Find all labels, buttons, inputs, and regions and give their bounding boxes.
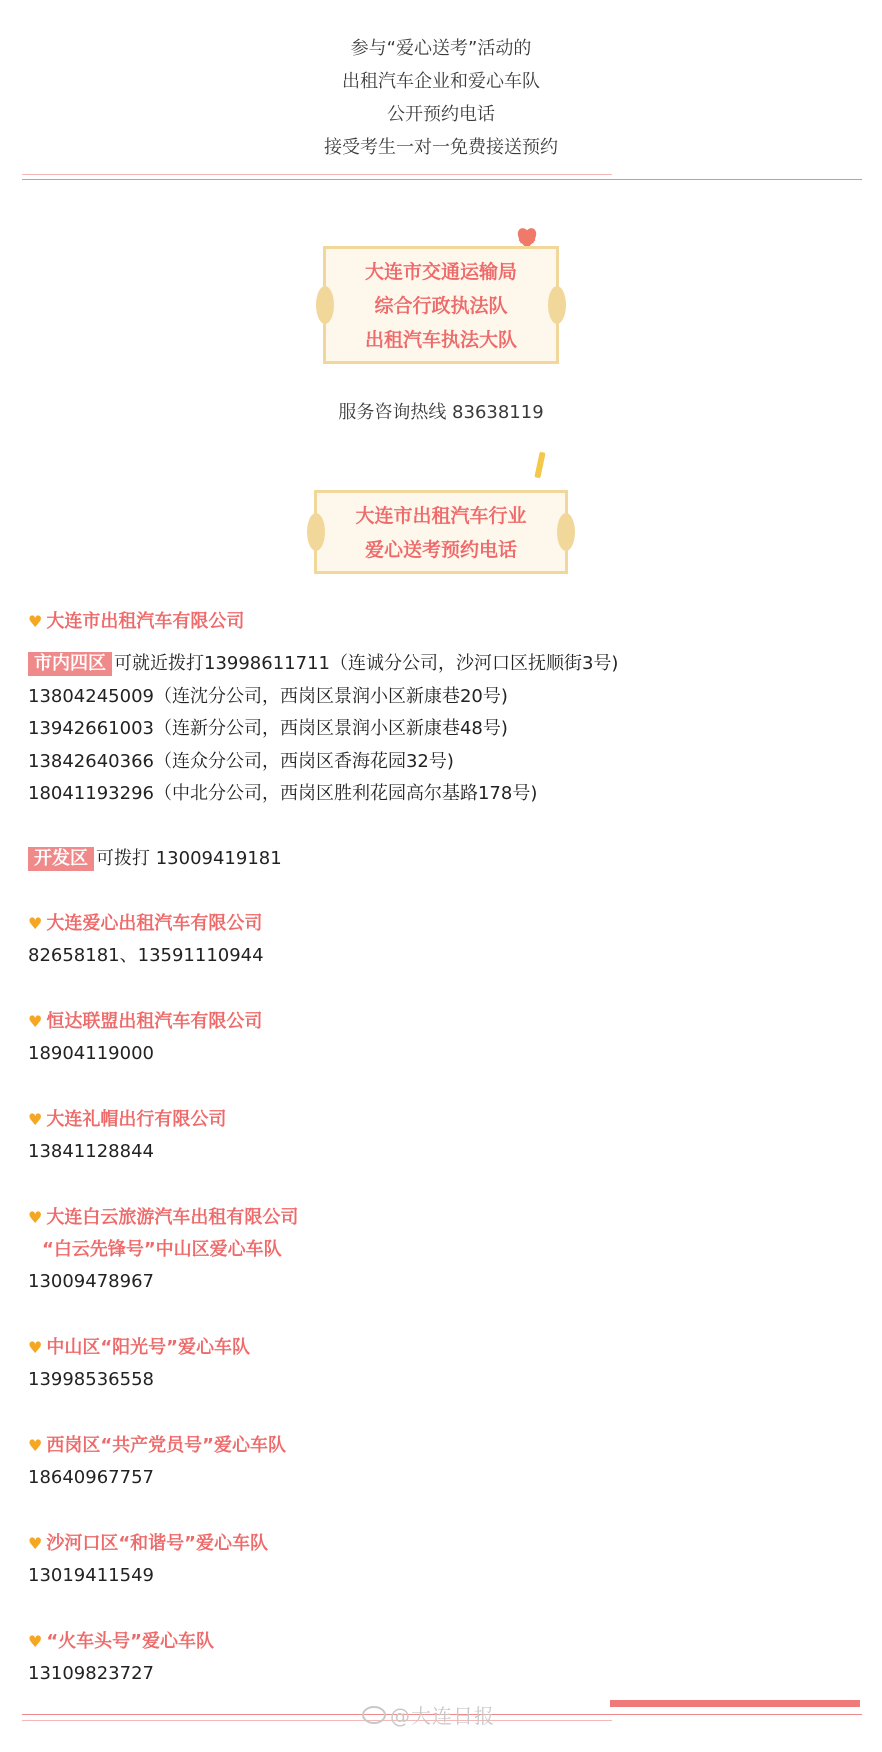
district-tag: 开发区 <box>28 847 94 871</box>
district-tag: 市内四区 <box>28 652 112 676</box>
intro-block <box>0 32 882 164</box>
weibo-icon <box>362 1706 386 1724</box>
heart-balloon-icon <box>518 228 536 248</box>
company-name: 大连市出租汽车有限公司 <box>46 611 245 632</box>
intro-line: 参与“爱心送考”活动的 <box>350 38 532 59</box>
heart-icon: ♥ <box>28 914 43 933</box>
heart-icon: ♥ <box>28 1338 43 1357</box>
phone-line: 13009478967 <box>28 1271 154 1292</box>
intro-line: 接受考生一对一免费接送预约 <box>324 137 558 158</box>
phone-line: 13841128844 <box>28 1141 154 1162</box>
company-name: 中山区“阳光号”爱心车队 <box>46 1337 251 1358</box>
phone-line: 13804245009（连沈分公司，西岗区景润小区新康巷20号) <box>28 685 508 707</box>
heart-icon: ♥ <box>28 1534 43 1553</box>
company-entry <box>28 908 264 973</box>
phone-line <box>28 648 618 681</box>
company-entry <box>28 1626 214 1691</box>
company-entry <box>28 1332 250 1397</box>
pencil-icon <box>534 452 545 479</box>
district-phones <box>28 648 618 811</box>
phone-line: 13998536558 <box>28 1369 154 1390</box>
company-entry <box>28 1006 262 1071</box>
phone-line: 82658181、13591110944 <box>28 945 264 966</box>
heart-icon: ♥ <box>28 1436 43 1455</box>
intro-line: 公开预约电话 <box>387 104 495 125</box>
company-entry <box>28 1202 298 1299</box>
notice-line: 大连市出租汽车行业 <box>355 505 527 527</box>
footer-accent-bar <box>610 1700 860 1707</box>
phone-line: 13942661003（连新分公司，西岗区景润小区新康巷48号) <box>28 718 508 739</box>
company-entry <box>28 1528 268 1593</box>
phone-line: 13842640366（连众分公司，西岗区香海花园32号) <box>28 750 454 772</box>
company-entry <box>28 1430 286 1495</box>
company-name: 大连白云旅游汽车出租有限公司 <box>46 1207 299 1228</box>
notice-line: 大连市交通运输局 <box>364 261 517 283</box>
heart-icon: ♥ <box>28 1012 43 1031</box>
phone-line: 13019411549 <box>28 1565 154 1586</box>
heart-icon: ♥ <box>28 612 43 631</box>
team-name: “白云先锋号”中山区爱心车队 <box>42 1239 282 1260</box>
notice-card-enforcement <box>323 246 559 364</box>
company-name: 恒达联盟出租汽车有限公司 <box>46 1011 263 1032</box>
weibo-watermark <box>362 1700 495 1729</box>
divider <box>22 174 862 182</box>
phone-line: 18904119000 <box>28 1043 154 1064</box>
company-name: 沙河口区“和谐号”爱心车队 <box>46 1533 269 1554</box>
heart-icon: ♥ <box>28 1110 43 1129</box>
company-name: 西岗区“共产党员号”爱心车队 <box>46 1435 287 1456</box>
service-hotline: 服务咨询热线 83638119 <box>338 402 544 423</box>
heart-icon: ♥ <box>28 1632 43 1651</box>
dev-zone-phone <box>28 843 282 876</box>
phone-line: 18640967757 <box>28 1467 154 1488</box>
phone-line: 13109823727 <box>28 1663 154 1684</box>
phone-text: 可拨打 13009419181 <box>96 848 282 869</box>
phone-text: 可就近拨打13998611711（连诚分公司，沙河口区抚顺街3号) <box>114 653 619 674</box>
notice-card-industry <box>314 490 568 574</box>
company-heading <box>28 606 244 638</box>
company-name: 大连爱心出租汽车有限公司 <box>46 913 263 934</box>
notice-line: 爱心送考预约电话 <box>364 539 517 561</box>
phone-line <box>28 843 282 876</box>
company-entry <box>28 1104 226 1169</box>
phone-line: 18041193296（中北分公司，西岗区胜利花园高尔基路178号) <box>28 783 538 804</box>
notice-line: 出租汽车执法大队 <box>364 329 517 351</box>
company-name: “火车头号”爱心车队 <box>46 1631 215 1652</box>
company-block-dalian-taxi <box>28 606 244 638</box>
company-name: 大连礼帽出行有限公司 <box>46 1109 227 1130</box>
footer-divider <box>22 1720 612 1721</box>
heart-icon: ♥ <box>28 1208 43 1227</box>
notice-line: 综合行政执法队 <box>374 295 508 317</box>
intro-line: 出租汽车企业和爱心车队 <box>342 71 540 92</box>
watermark-text: @大连日报 <box>390 1704 495 1728</box>
